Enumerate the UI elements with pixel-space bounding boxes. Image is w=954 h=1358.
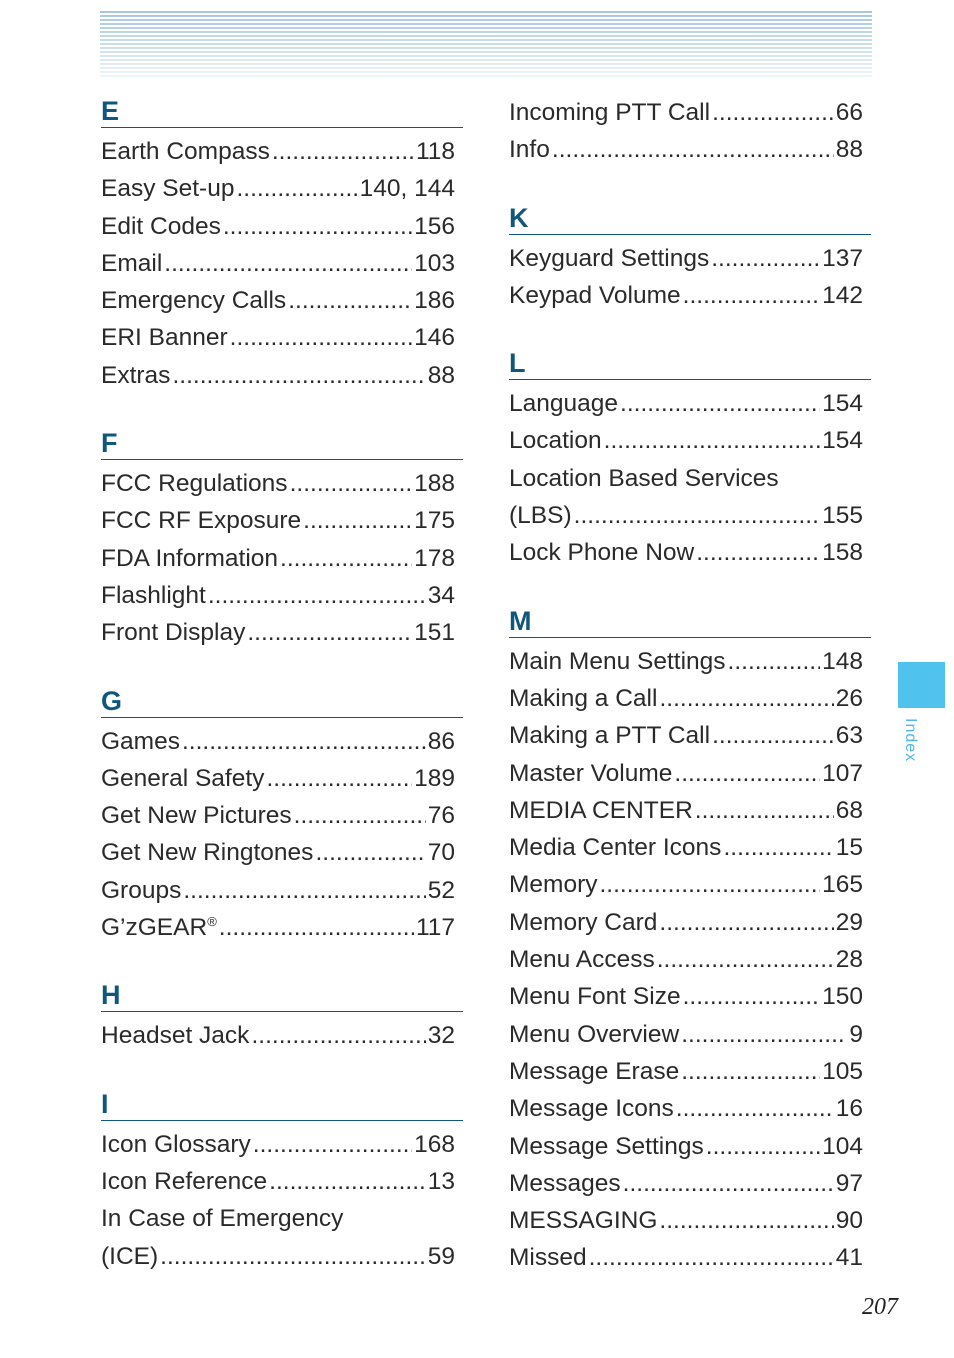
index-entry-page: 168 bbox=[414, 1130, 455, 1158]
index-entry-groups[interactable] bbox=[101, 872, 463, 909]
index-entry-page: 158 bbox=[822, 539, 863, 567]
index-entry-term: Games bbox=[101, 727, 180, 755]
index-entry-messages[interactable] bbox=[509, 1165, 871, 1202]
index-entry-memory[interactable] bbox=[509, 866, 871, 903]
index-entry-g-zgear[interactable] bbox=[101, 909, 463, 946]
dot-leader bbox=[706, 1128, 820, 1165]
index-entry-in-case-of-emergency[interactable] bbox=[101, 1200, 463, 1237]
index-entry-term: Menu Access bbox=[509, 946, 655, 974]
index-entry-term: FDA Information bbox=[101, 544, 279, 572]
index-entry-master-volume[interactable] bbox=[509, 755, 871, 792]
index-entry-page: 59 bbox=[427, 1242, 455, 1270]
index-entry-page: 156 bbox=[414, 212, 455, 240]
index-entry-page: 188 bbox=[414, 470, 455, 498]
dot-leader bbox=[266, 760, 412, 797]
dot-leader bbox=[574, 497, 820, 534]
index-entry-fcc-rf-exposure[interactable] bbox=[101, 502, 463, 539]
index-entry-page: 76 bbox=[427, 802, 455, 830]
index-entry-emergency-calls[interactable] bbox=[101, 282, 463, 319]
dot-leader bbox=[620, 385, 820, 422]
index-entry-term: Main Menu Settings bbox=[509, 647, 726, 675]
index-entry-page: 88 bbox=[835, 136, 863, 164]
index-entry-menu-font-size[interactable] bbox=[509, 978, 871, 1015]
dot-leader bbox=[552, 131, 834, 168]
index-entry-easy-set-up[interactable] bbox=[101, 170, 463, 207]
index-entry-term: Info bbox=[509, 136, 550, 164]
index-entry-page: 86 bbox=[427, 727, 455, 755]
index-entry-language[interactable] bbox=[509, 385, 871, 422]
index-entry-page: 32 bbox=[427, 1022, 455, 1050]
dot-leader bbox=[247, 614, 412, 651]
section-letter-heading: M bbox=[509, 606, 871, 638]
index-entry-page: 154 bbox=[822, 390, 863, 418]
index-entry-term: Master Volume bbox=[509, 759, 673, 787]
dot-leader bbox=[683, 978, 821, 1015]
index-entry-term: Extras bbox=[101, 361, 171, 389]
index-entry-page: 29 bbox=[835, 908, 863, 936]
index-entry-term: Making a PTT Call bbox=[509, 722, 711, 750]
index-entry-games[interactable] bbox=[101, 723, 463, 760]
index-column-right bbox=[509, 96, 871, 1311]
index-entry-page: 105 bbox=[822, 1057, 863, 1085]
dot-leader bbox=[589, 1239, 834, 1276]
index-entry-location[interactable] bbox=[509, 422, 871, 459]
index-entry-term: MESSAGING bbox=[509, 1207, 658, 1235]
index-entry-page: 165 bbox=[822, 871, 863, 899]
index-entry-term: Missed bbox=[509, 1244, 587, 1272]
section-letter-heading: H bbox=[101, 980, 463, 1012]
index-entry-extras[interactable] bbox=[101, 357, 463, 394]
index-entry-page: 154 bbox=[822, 427, 863, 455]
index-entry-term: General Safety bbox=[101, 764, 265, 792]
index-entry-page: 103 bbox=[414, 249, 455, 277]
index-entry-media-center[interactable] bbox=[509, 792, 871, 829]
index-entry-term: Get New Pictures bbox=[101, 802, 292, 830]
index-entry-email[interactable] bbox=[101, 245, 463, 282]
dot-leader bbox=[294, 797, 426, 834]
index-side-tab[interactable] bbox=[898, 662, 945, 708]
page-number: 207 bbox=[862, 1294, 898, 1320]
dot-leader bbox=[711, 240, 820, 277]
index-entry-page: 90 bbox=[835, 1207, 863, 1235]
index-entry-media-center-icons[interactable] bbox=[509, 829, 871, 866]
index-entry-icon-glossary[interactable] bbox=[101, 1126, 463, 1163]
index-entry-term: Making a Call bbox=[509, 684, 658, 712]
dot-leader bbox=[183, 872, 425, 909]
index-entry-message-settings[interactable] bbox=[509, 1128, 871, 1165]
index-entry-memory-card[interactable] bbox=[509, 904, 871, 941]
index-entry-page: 104 bbox=[822, 1132, 863, 1160]
index-entry-term: (ICE) bbox=[101, 1242, 159, 1270]
index-entry-page: 146 bbox=[414, 324, 455, 352]
index-entry-term: Headset Jack bbox=[101, 1022, 250, 1050]
index-entry-page: 155 bbox=[822, 502, 863, 530]
index-entry-page: 189 bbox=[414, 764, 455, 792]
section-letter-heading: F bbox=[101, 428, 463, 460]
index-entry-term: FCC Regulations bbox=[101, 470, 288, 498]
index-entry-page: 68 bbox=[835, 796, 863, 824]
index-entry-lock-phone-now[interactable] bbox=[509, 534, 871, 571]
dot-leader bbox=[290, 465, 413, 502]
index-entry-term: Location Based Services bbox=[509, 464, 779, 492]
index-entry-headset-jack[interactable] bbox=[101, 1017, 463, 1054]
section-letter-heading: K bbox=[509, 203, 871, 235]
index-entry-flashlight[interactable] bbox=[101, 577, 463, 614]
index-entry-page: 13 bbox=[427, 1167, 455, 1195]
index-entry-term: Messages bbox=[509, 1169, 621, 1197]
index-entry-page: 28 bbox=[835, 946, 863, 974]
dot-leader bbox=[695, 792, 834, 829]
index-entry-page: 63 bbox=[835, 722, 863, 750]
index-section-m bbox=[509, 606, 871, 1277]
index-entry-page: 34 bbox=[427, 581, 455, 609]
dot-leader bbox=[657, 941, 834, 978]
index-entry-term: In Case of Emergency bbox=[101, 1205, 344, 1233]
index-entry-term: Location bbox=[509, 427, 602, 455]
index-section-h bbox=[101, 980, 463, 1054]
index-entry-lbs[interactable] bbox=[509, 497, 871, 534]
index-entry-info[interactable] bbox=[509, 131, 871, 168]
index-section-f bbox=[101, 428, 463, 651]
index-entry-page: 26 bbox=[835, 684, 863, 712]
index-entry-messaging[interactable] bbox=[509, 1202, 871, 1239]
index-entry-page: 142 bbox=[822, 281, 863, 309]
index-entry-term: Incoming PTT Call bbox=[509, 99, 711, 126]
index-entry-page: 15 bbox=[835, 834, 863, 862]
dot-leader bbox=[676, 1090, 834, 1127]
index-entry-page: 97 bbox=[835, 1169, 863, 1197]
index-entry-term: Groups bbox=[101, 876, 182, 904]
index-entry-page: 118 bbox=[415, 138, 455, 165]
index-entry-page: 107 bbox=[822, 759, 863, 787]
dot-leader bbox=[230, 319, 412, 356]
index-entry-page: 151 bbox=[414, 619, 455, 647]
index-entry-term: MEDIA CENTER bbox=[509, 796, 693, 824]
index-entry-term: Menu Font Size bbox=[509, 983, 681, 1011]
index-entry-page: 117 bbox=[415, 914, 455, 942]
dot-leader bbox=[208, 577, 426, 614]
index-entry-get-new-ringtones[interactable] bbox=[101, 834, 463, 871]
index-entry-term: Icon Reference bbox=[101, 1167, 268, 1195]
dot-leader bbox=[272, 133, 414, 170]
index-entry-making-a-ptt-call[interactable] bbox=[509, 717, 871, 754]
index-entry-term: Language bbox=[509, 390, 619, 418]
index-entry-edit-codes[interactable] bbox=[101, 208, 463, 245]
index-entry-page: 178 bbox=[414, 544, 455, 572]
index-entry-page: 186 bbox=[414, 287, 455, 315]
header-banner bbox=[100, 11, 872, 79]
index-entry-term: Email bbox=[101, 249, 163, 277]
index-entry-page: 52 bbox=[427, 876, 455, 904]
index-entry-term: Front Display bbox=[101, 619, 246, 647]
dot-leader bbox=[219, 909, 414, 946]
dot-leader bbox=[623, 1165, 834, 1202]
index-entry-page: 137 bbox=[822, 244, 863, 272]
index-entry-fcc-regulations[interactable] bbox=[101, 465, 463, 502]
index-entry-term: FCC RF Exposure bbox=[101, 507, 302, 535]
dot-leader bbox=[599, 866, 820, 903]
index-entry-missed[interactable] bbox=[509, 1239, 871, 1276]
index-entry-term: Lock Phone Now bbox=[509, 539, 695, 567]
index-entry-term: (LBS) bbox=[509, 502, 572, 530]
index-entry-page: 148 bbox=[822, 647, 863, 675]
dot-leader bbox=[681, 1053, 820, 1090]
index-entry-menu-overview[interactable] bbox=[509, 1016, 871, 1053]
index-entry-term: Easy Set-up bbox=[101, 175, 235, 203]
index-entry-message-erase[interactable] bbox=[509, 1053, 871, 1090]
dot-leader bbox=[251, 1017, 425, 1054]
index-entry-making-a-call[interactable] bbox=[509, 680, 871, 717]
index-entry-menu-access[interactable] bbox=[509, 941, 871, 978]
index-entry-message-icons[interactable] bbox=[509, 1090, 871, 1127]
index-entry-location-based-services[interactable] bbox=[509, 460, 871, 497]
index-entry-page: 140, 144 bbox=[359, 175, 455, 203]
index-section-l bbox=[509, 348, 871, 571]
index-section-g bbox=[101, 686, 463, 947]
dot-leader bbox=[280, 540, 412, 577]
index-section-continued bbox=[509, 94, 871, 169]
section-letter-heading: G bbox=[101, 686, 463, 718]
index-section-e bbox=[101, 96, 463, 394]
index-entry-term: Memory Card bbox=[509, 908, 658, 936]
index-entry-term: ERI Banner bbox=[101, 324, 228, 352]
dot-leader bbox=[696, 534, 820, 571]
dot-leader bbox=[659, 680, 833, 717]
registered-mark: ® bbox=[207, 913, 217, 929]
dot-leader bbox=[236, 170, 357, 207]
dot-leader bbox=[315, 834, 425, 871]
index-entry-term: Message Erase bbox=[509, 1057, 680, 1085]
dot-leader bbox=[269, 1163, 426, 1200]
index-entry-term: Memory bbox=[509, 871, 598, 899]
dot-leader bbox=[303, 502, 412, 539]
index-entry-front-display[interactable] bbox=[101, 614, 463, 651]
dot-leader bbox=[288, 282, 412, 319]
index-entry-page: 175 bbox=[414, 507, 455, 535]
index-column-left bbox=[101, 96, 463, 1309]
index-entry-icon-reference[interactable] bbox=[101, 1163, 463, 1200]
side-tab-label: Index bbox=[902, 718, 919, 763]
section-letter-heading: L bbox=[509, 348, 871, 380]
index-entry-keypad-volume[interactable] bbox=[509, 277, 871, 314]
dot-leader bbox=[712, 94, 834, 131]
dot-leader bbox=[604, 422, 820, 459]
index-entry-term: Get New Ringtones bbox=[101, 839, 314, 867]
index-entry-main-menu-settings[interactable] bbox=[509, 643, 871, 680]
dot-leader bbox=[681, 1016, 847, 1053]
index-entry-term: Media Center Icons bbox=[509, 834, 722, 862]
dot-leader bbox=[674, 755, 820, 792]
dot-leader bbox=[659, 1202, 833, 1239]
index-entry-term: Message Settings bbox=[509, 1132, 704, 1160]
index-entry-page: 66 bbox=[835, 99, 863, 126]
dot-leader bbox=[182, 723, 426, 760]
dot-leader bbox=[723, 829, 833, 866]
dot-leader bbox=[712, 717, 834, 754]
index-entry-page: 88 bbox=[427, 361, 455, 389]
index-entry-term: Edit Codes bbox=[101, 212, 221, 240]
dot-leader bbox=[223, 208, 412, 245]
index-entry-term: Flashlight bbox=[101, 581, 206, 609]
index-entry-general-safety[interactable] bbox=[101, 760, 463, 797]
index-section-i bbox=[101, 1089, 463, 1275]
index-entry-fda-information[interactable] bbox=[101, 540, 463, 577]
index-entry-term: Emergency Calls bbox=[101, 287, 287, 315]
index-entry-term: G’zGEAR® bbox=[101, 913, 217, 942]
index-entry-page: 16 bbox=[835, 1095, 863, 1123]
index-entry-earth-compass[interactable] bbox=[101, 133, 463, 170]
section-letter-heading: E bbox=[101, 96, 463, 128]
index-entry-term: Message Icons bbox=[509, 1095, 674, 1123]
index-entry-eri-banner[interactable] bbox=[101, 319, 463, 356]
index-entry-page: 70 bbox=[427, 839, 455, 867]
dot-leader bbox=[164, 245, 412, 282]
section-letter-heading: I bbox=[101, 1089, 463, 1121]
dot-leader bbox=[659, 904, 833, 941]
index-entry-page: 150 bbox=[822, 983, 863, 1011]
index-entry-term: Menu Overview bbox=[509, 1020, 680, 1048]
dot-leader bbox=[683, 277, 820, 314]
index-entry-incoming-ptt-call[interactable] bbox=[509, 94, 871, 131]
index-entry-ice[interactable] bbox=[101, 1238, 463, 1275]
index-entry-term: Icon Glossary bbox=[101, 1130, 251, 1158]
index-entry-page: 9 bbox=[849, 1020, 863, 1048]
dot-leader bbox=[253, 1126, 412, 1163]
index-entry-term: Earth Compass bbox=[101, 138, 270, 165]
dot-leader bbox=[160, 1238, 426, 1275]
index-entry-keyguard-settings[interactable] bbox=[509, 240, 871, 277]
dot-leader bbox=[728, 643, 821, 680]
index-entry-term: Keypad Volume bbox=[509, 281, 681, 309]
dot-leader bbox=[172, 357, 425, 394]
index-section-k bbox=[509, 203, 871, 315]
index-entry-get-new-pictures[interactable] bbox=[101, 797, 463, 834]
index-entry-term: Keyguard Settings bbox=[509, 244, 710, 272]
index-entry-page: 41 bbox=[835, 1244, 863, 1272]
